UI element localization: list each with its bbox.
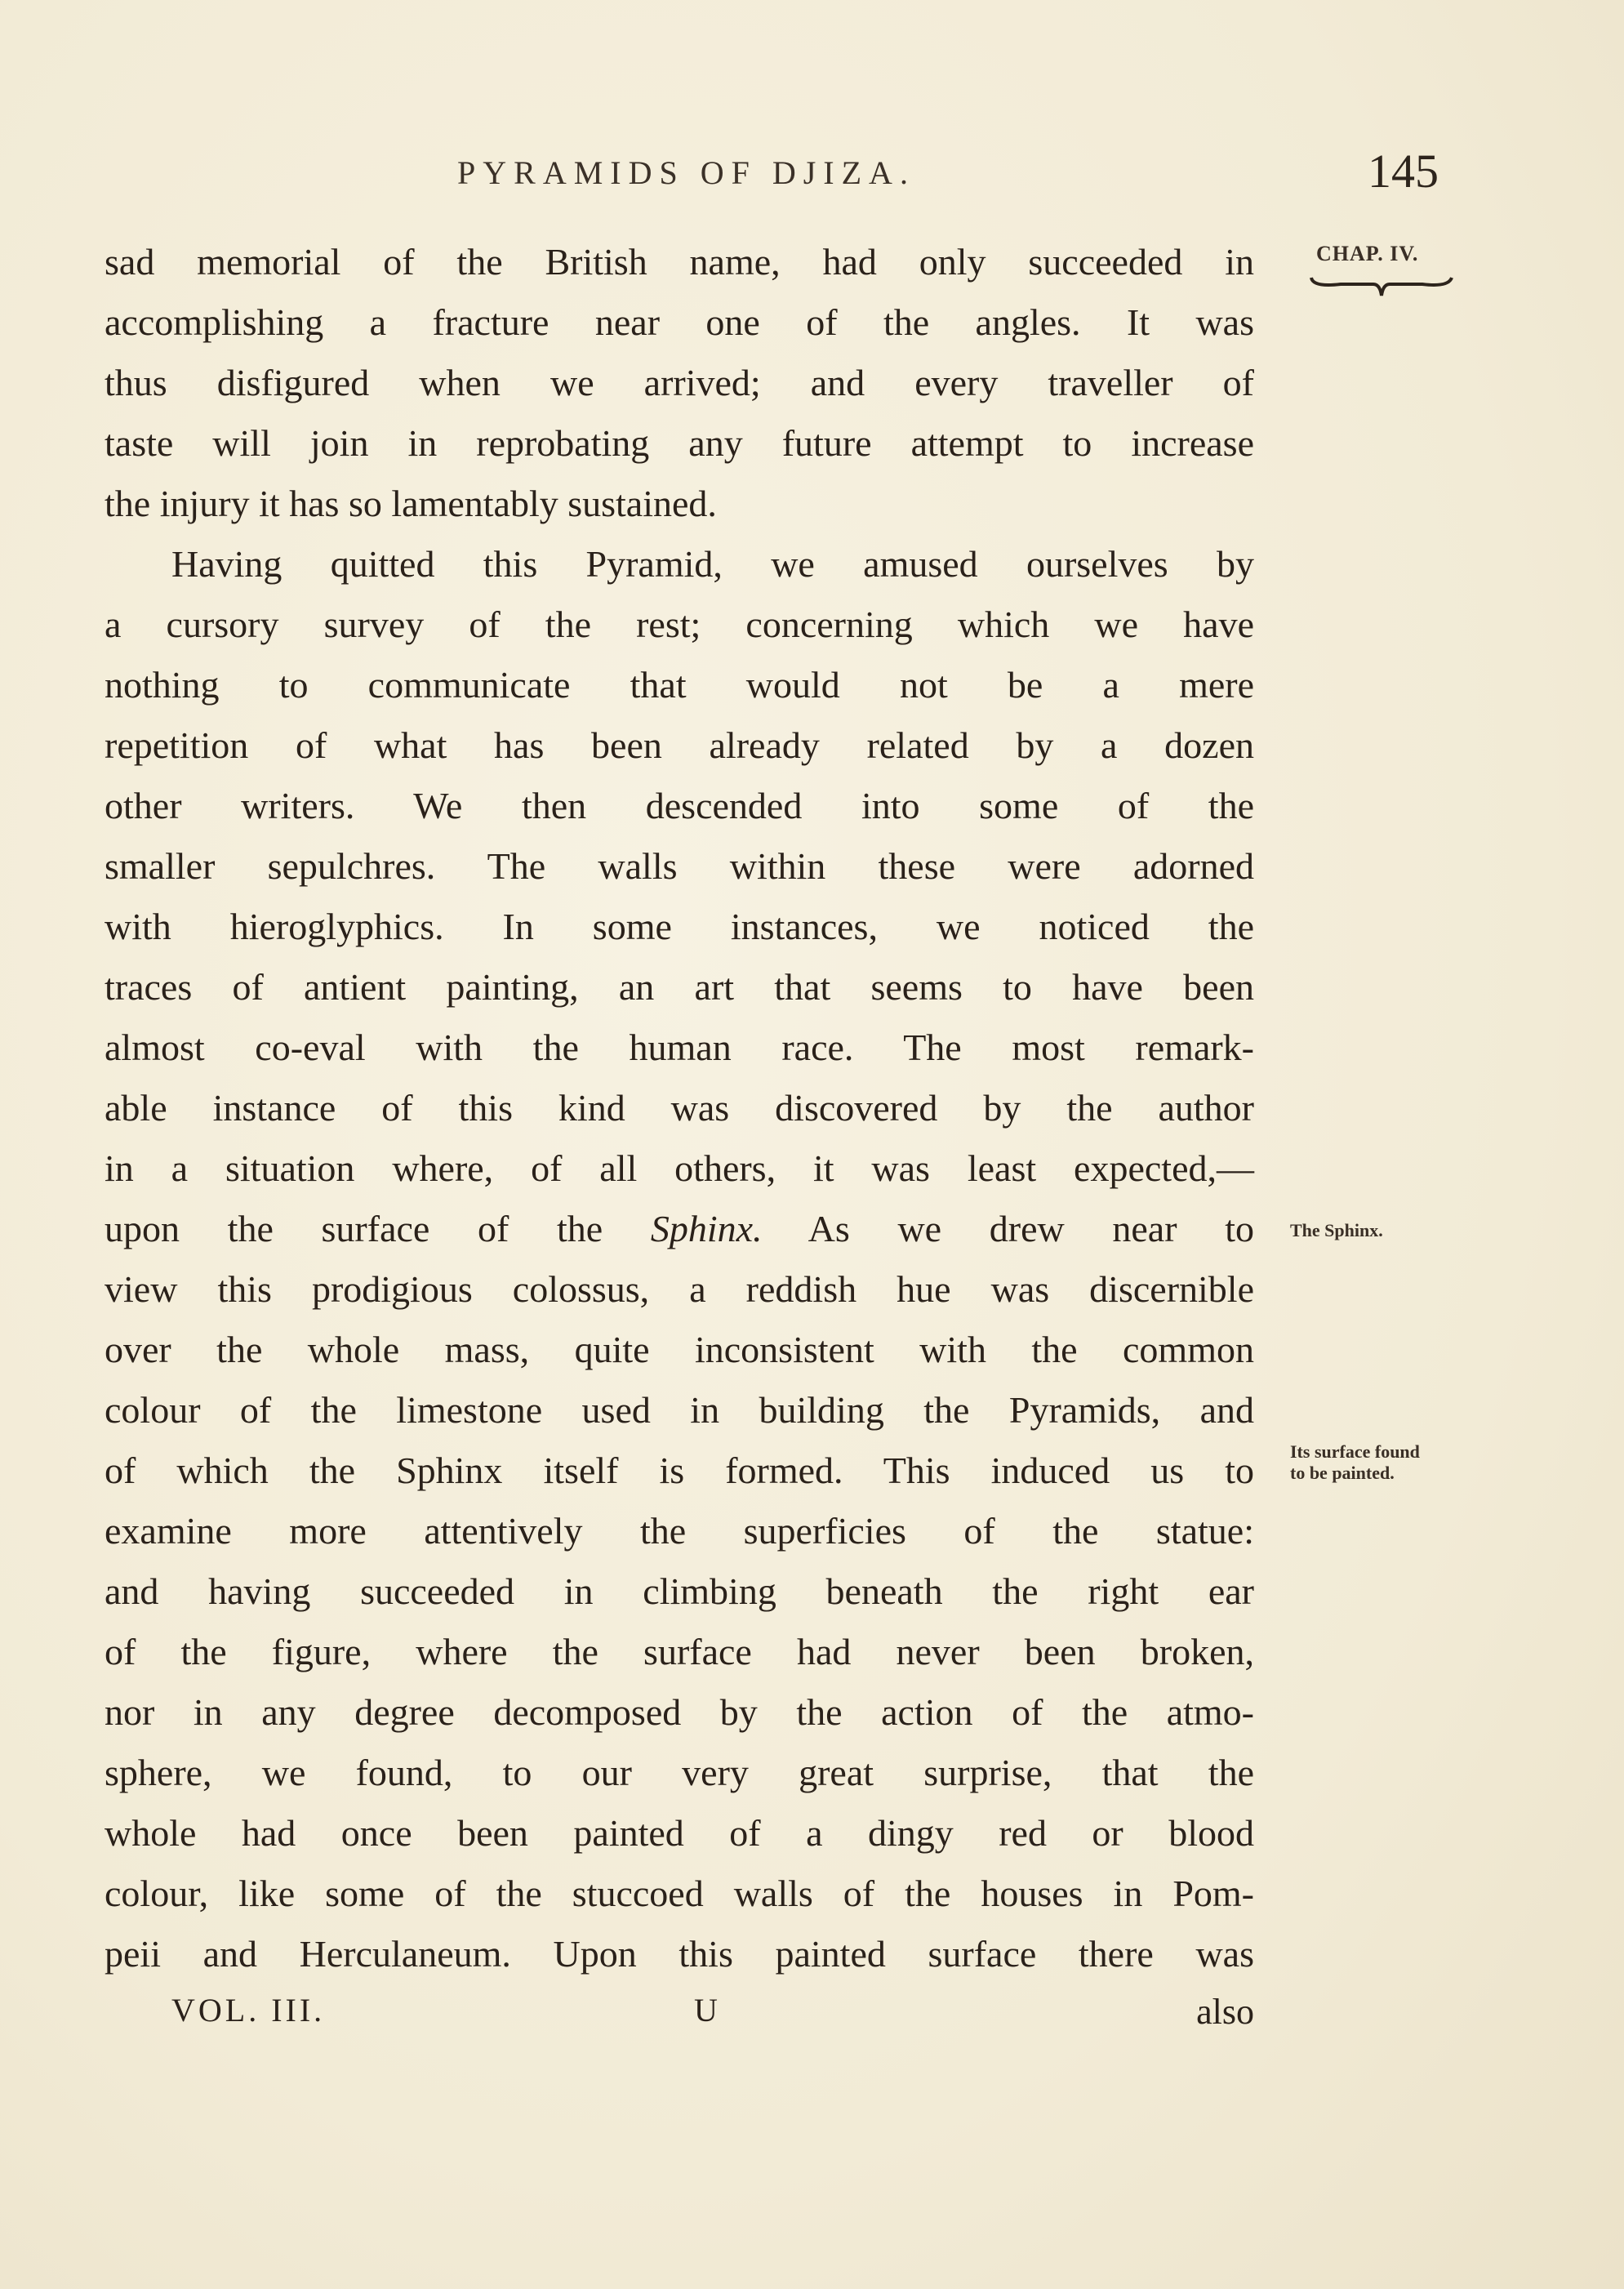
text-line: the injury it has so lamentably sustained. [105,483,717,524]
text-line: with hieroglyphics. In some instances, we noticed the [105,906,1254,947]
page-number: 145 [1368,145,1439,198]
text-line: peii and Herculaneum. Upon this painted surface there was [105,1933,1254,1975]
text-line: Having quitted this Pyramid, we amused ourselves by [171,543,1254,585]
text-line: and having succeeded in climbing beneath the right ear [105,1570,1254,1612]
page-footer [105,1991,1254,2032]
margin-note-sphinx: The Sphinx. [1290,1220,1383,1240]
chapter-marker: CHAP. IV. [1316,242,1419,265]
signature-mark: U [694,1992,718,2028]
text-line: sphere, we found, to our very great surprise, that the [105,1752,1254,1793]
text-line: examine more attentively the superficies of the statue: [105,1510,1254,1552]
body-text [105,232,1254,1984]
margin-note-surface: Its surface found to be painted. [1290,1441,1420,1483]
text-line: colour, like some of the stuccoed walls of the houses in Pom- [105,1873,1254,1914]
text-line: accomplishing a fracture near one of the angles. It was [105,301,1254,343]
text-line: repetition of what has been already related by a dozen [105,724,1254,766]
text-line: a cursory survey of the rest; concerning which we have [105,603,1254,645]
text-line: nothing to communicate that would not be a mere [105,664,1254,706]
text-line: whole had once been painted of a dingy red or blood [105,1812,1254,1854]
text-line: almost co-eval with the human race. The most remark- [105,1026,1254,1068]
text-line: in a situation where, of all others, it was least expected,— [105,1147,1254,1189]
italic-sphinx: Sphinx. [650,1208,763,1249]
text-line: nor in any degree decomposed by the action of the atmo- [105,1691,1254,1733]
text-fragment: As we drew near to [762,1208,1254,1249]
text-line: thus disfigured when we arrived; and every traveller of [105,362,1254,403]
chapter-brace-icon [1308,273,1455,301]
text-line: view this prodigious colossus, a reddish hue was discernible [105,1268,1254,1310]
volume-signature: VOL. III. [171,1992,326,2028]
text-line: colour of the limestone used in building the Pyramids, and [105,1389,1254,1431]
text-line: of which the Sphinx itself is formed. This induced us to [105,1450,1254,1491]
text-line: over the whole mass, quite inconsistent with the common [105,1329,1254,1370]
text-line: able instance of this kind was discovered by the author [105,1087,1254,1129]
text-line: smaller sepulchres. The walls within these were adorned [105,845,1254,887]
running-head: PYRAMIDS OF DJIZA. [457,154,915,191]
text-line: sad memorial of the British name, had only succeeded in [105,241,1254,283]
text-fragment: upon the surface of the [105,1208,651,1249]
text-line: of the figure, where the surface had never been broken, [105,1631,1254,1672]
text-line: other writers. We then descended into some of the [105,785,1254,826]
text-line-sphinx [105,1199,1254,1259]
catchword: also [1196,1992,1254,2032]
text-line: taste will join in reprobating any future attempt to increase [105,422,1254,464]
text-line: traces of antient painting, an art that seems to have been [105,966,1254,1008]
